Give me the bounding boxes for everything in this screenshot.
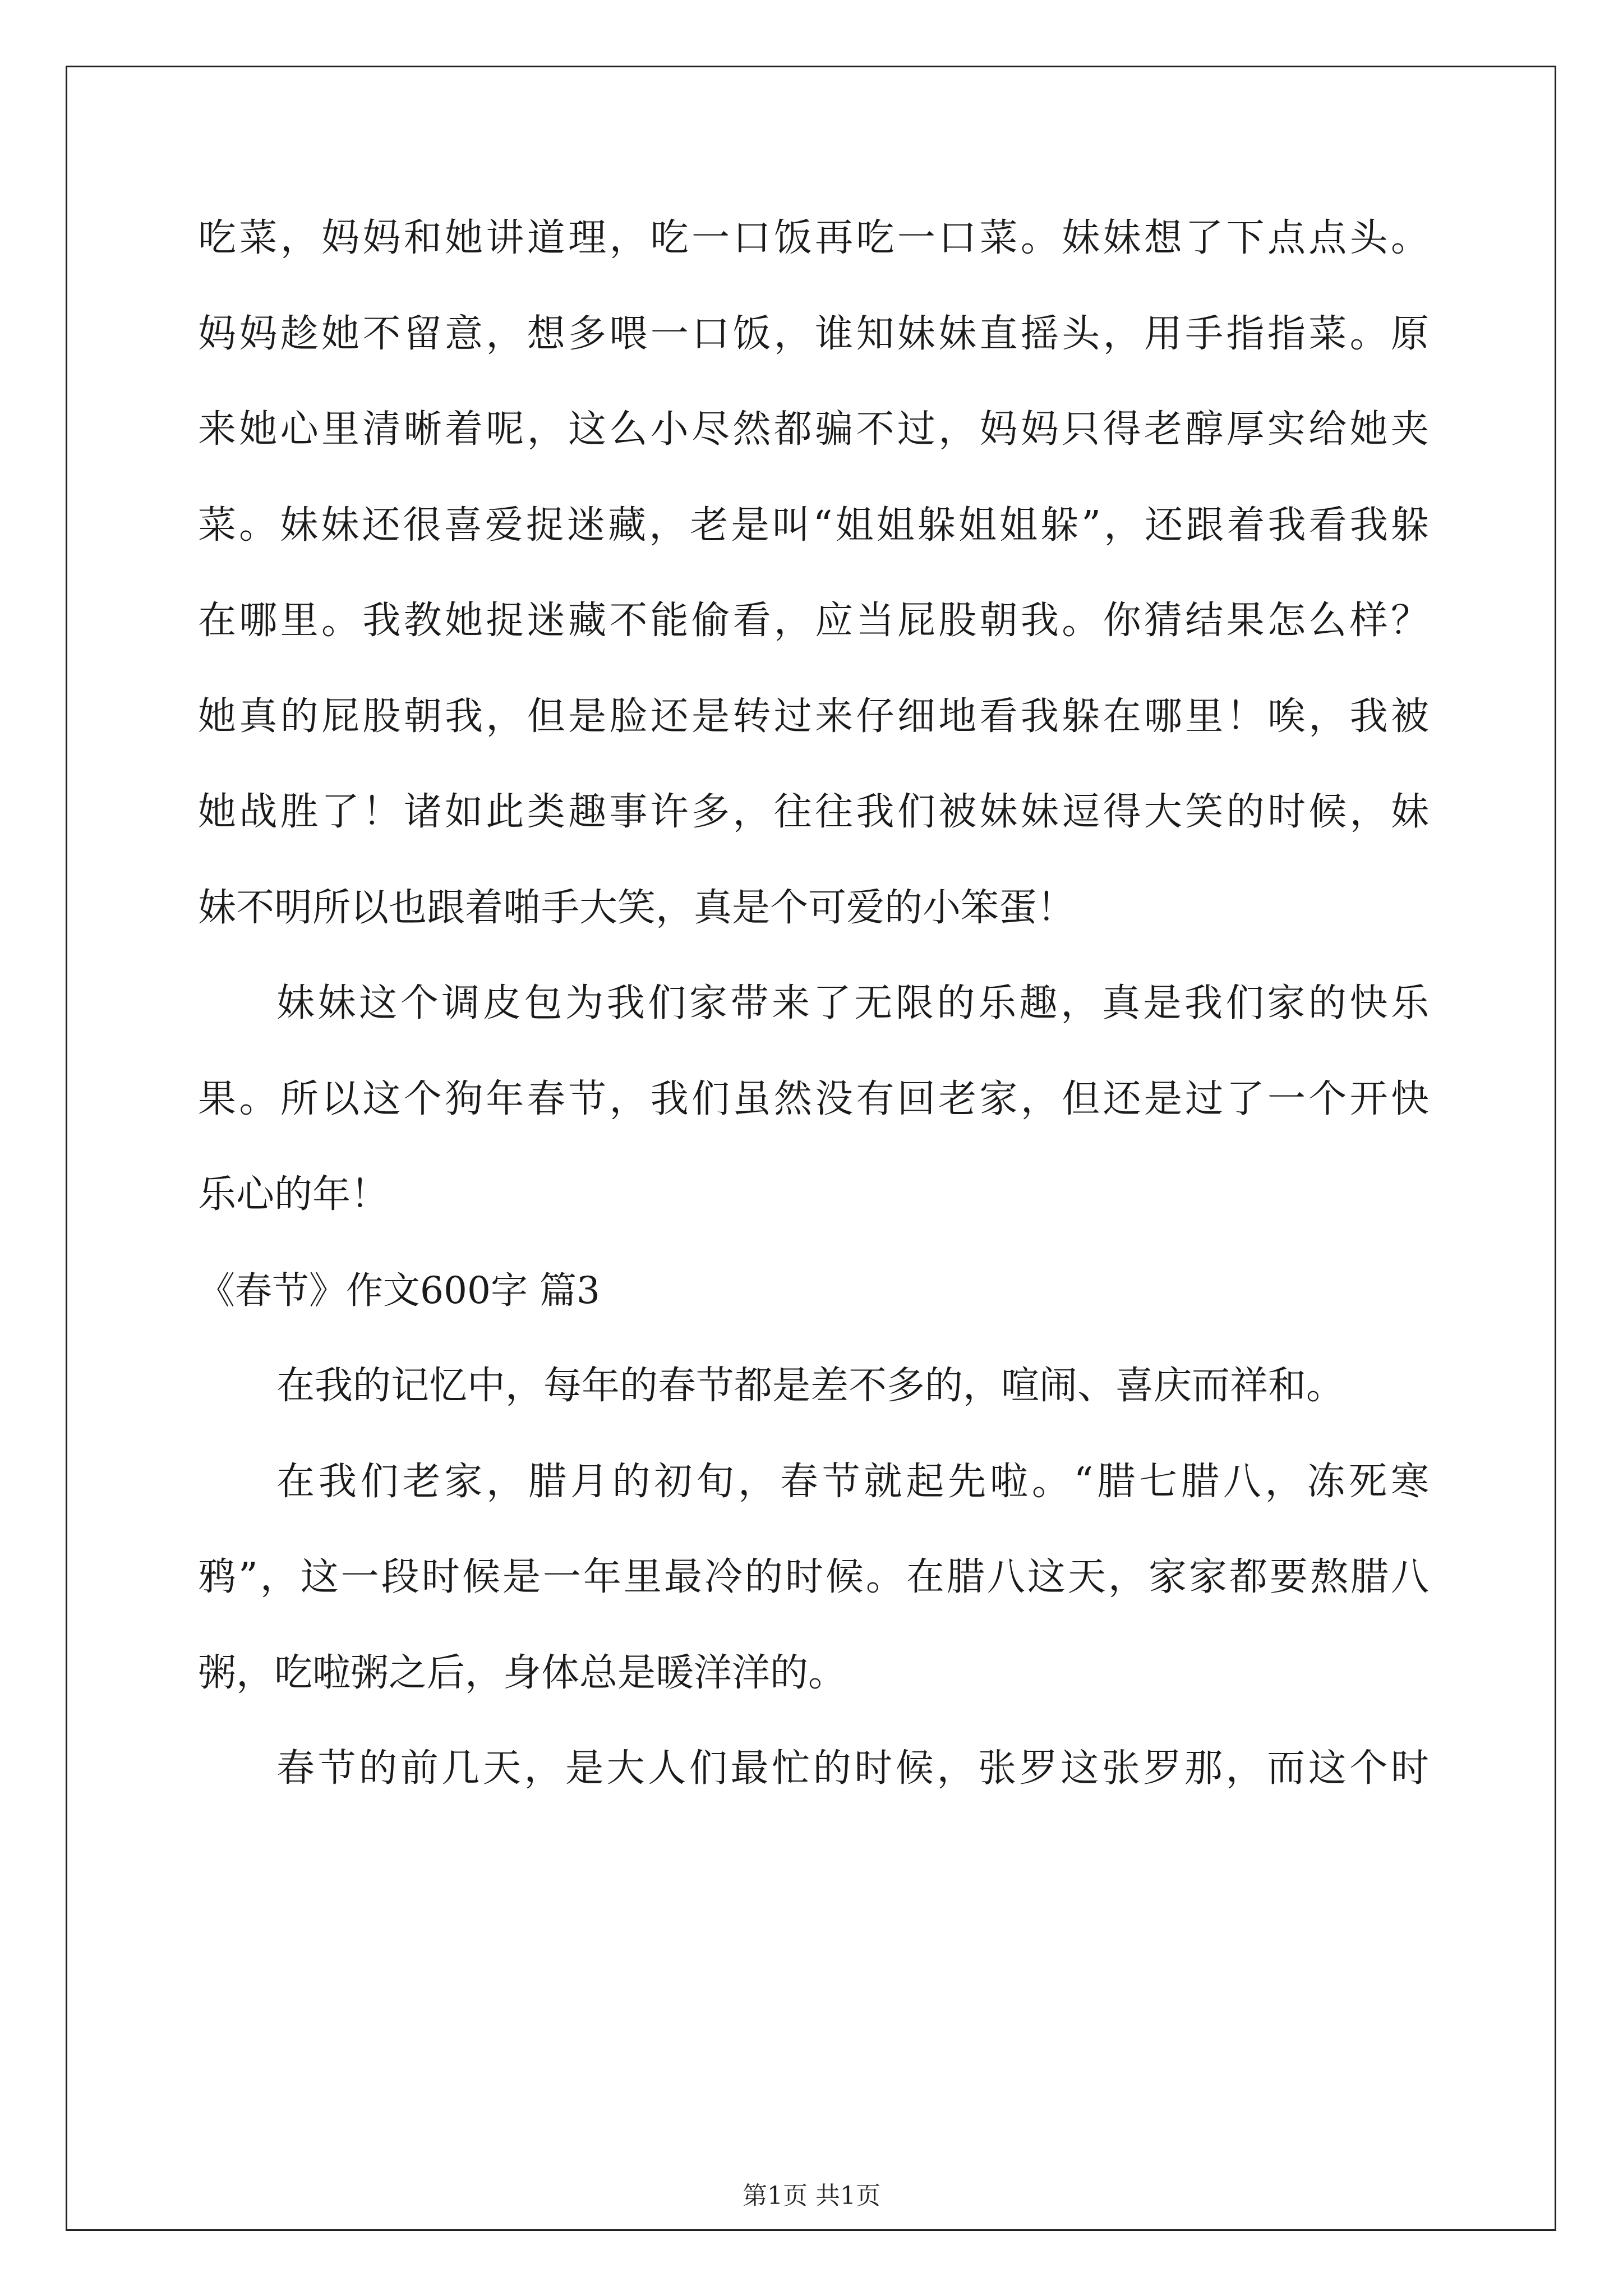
paragraph-first-line: 妹妹这个调皮包为我们家带来了无限的乐趣，真是我们家的快乐 [276, 981, 1429, 1025]
document-body [198, 191, 1429, 1817]
text-line: 来她心里清晰着呢，这么小尽然都骗不过，妈妈只得老醇厚实给她夹 [198, 407, 1429, 452]
paragraph-first-line: 春节的前几天，是大人们最忙的时候，张罗这张罗那，而这个时 [276, 1746, 1429, 1791]
text-line: 鸦”，这一段时候是一年里最冷的时候。在腊八这天，家家都要熬腊八 [198, 1555, 1429, 1599]
text-line: 粥，吃啦粥之后，身体总是暖洋洋的。 [198, 1650, 847, 1695]
text-line: 在哪里。我教她捉迷藏不能偷看，应当屁股朝我。你猜结果怎么样？ [198, 599, 1429, 643]
paragraph-first-line: 在我的记忆中，每年的春节都是差不多的，喧闹、喜庆而祥和。 [276, 1364, 1345, 1408]
text-line: 她战胜了！诸如此类趣事许多，往往我们被妹妹逗得大笑的时候，妹 [198, 790, 1429, 834]
text-line: 果。所以这个狗年春节，我们虽然没有回老家，但还是过了一个开快 [198, 1076, 1429, 1121]
text-line: 妈妈趁她不留意，想多喂一口饭，谁知妹妹直摇头，用手指指菜。原 [198, 311, 1429, 356]
text-line: 乐心的年！ [198, 1172, 389, 1217]
page-number-footer: 第1页 共1页 [743, 2182, 880, 2210]
text-line: 她真的屁股朝我，但是脸还是转过来仔细地看我躲在哪里！唉，我被 [198, 694, 1429, 739]
text-line: 妹不明所以也跟着啪手大笑，真是个可爱的小笨蛋！ [198, 885, 1076, 930]
text-line: 菜。妹妹还很喜爱捉迷藏，老是叫“姐姐躲姐姐躲”，还跟着我看我躲 [198, 503, 1429, 547]
section-heading: 《春节》作文600字 篇3 [198, 1268, 600, 1312]
paragraph-first-line: 在我们老家，腊月的初旬，春节就起先啦。“腊七腊八，冻死寒 [276, 1459, 1429, 1504]
text-line: 吃菜，妈妈和她讲道理，吃一口饭再吃一口菜。妹妹想了下点点头。 [198, 216, 1429, 260]
